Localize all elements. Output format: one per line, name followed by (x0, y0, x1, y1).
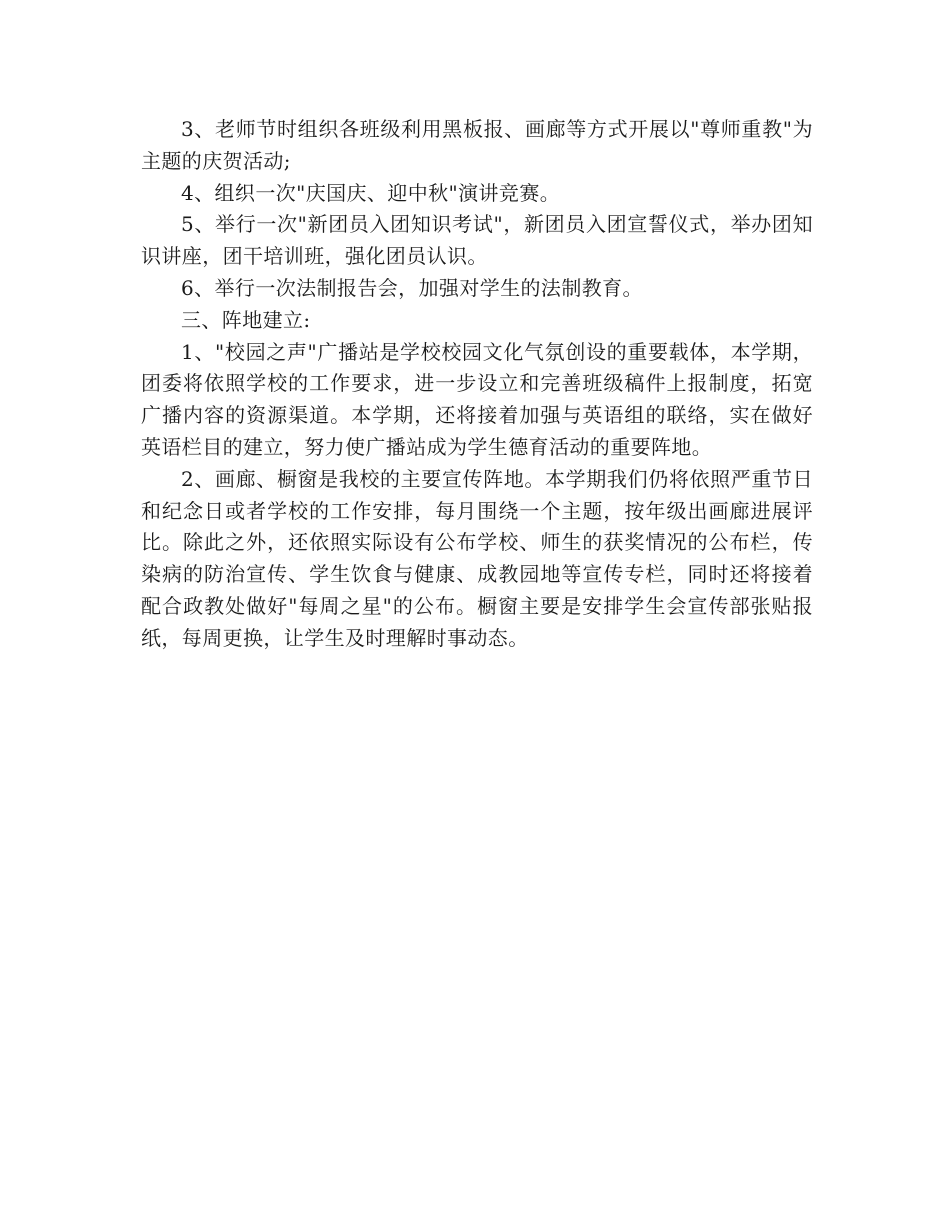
paragraph-item-6: 6、举行一次法制报告会，加强对学生的法制教育。 (181, 275, 643, 300)
paragraph-gallery-showcase: 2、画廊、橱窗是我校的主要宣传阵地。本学期我们仍将依照严重节日和纪念日或者学校的工作安排，每月围绕一个主题，按年级出画廊进展评比。除此之外，还依照实际设有公布学校、师生的获奖情况的公布栏，传染病的防治宣传、学生饮食与健康、成教园地等宣传专栏，同时还将接着配合政教处做好"每周之星"的公布。橱窗主要是安排学生会宣传部张贴报纸，每周更换，让学生及时理解时事动态。 (141, 466, 813, 650)
section-heading-3: 三、阵地建立: (181, 307, 311, 332)
paragraph-broadcast-station: 1、"校园之声"广播站是学校校园文化气氛创设的重要载体，本学期，团委将依照学校的工作要求，进一步设立和完善班级稿件上报制度，拓宽广播内容的资源渠道。本学期，还将接着加强与英语组的联络，实在做好英语栏目的建立，努力使广播站成为学生德育活动的重要阵地。 (141, 339, 813, 459)
paragraph-item-4: 4、组织一次"庆国庆、迎中秋"演讲竞赛。 (181, 180, 561, 205)
paragraph-item-5: 5、举行一次"新团员入团知识考试"，新团员入团宣誓仪式，举办团知识讲座，团干培训班，强化团员认识。 (141, 212, 813, 269)
paragraph-item-3: 3、老师节时组织各班级利用黑板报、画廊等方式开展以"尊师重教"为主题的庆贺活动; (141, 117, 813, 173)
document-body (141, 114, 813, 655)
